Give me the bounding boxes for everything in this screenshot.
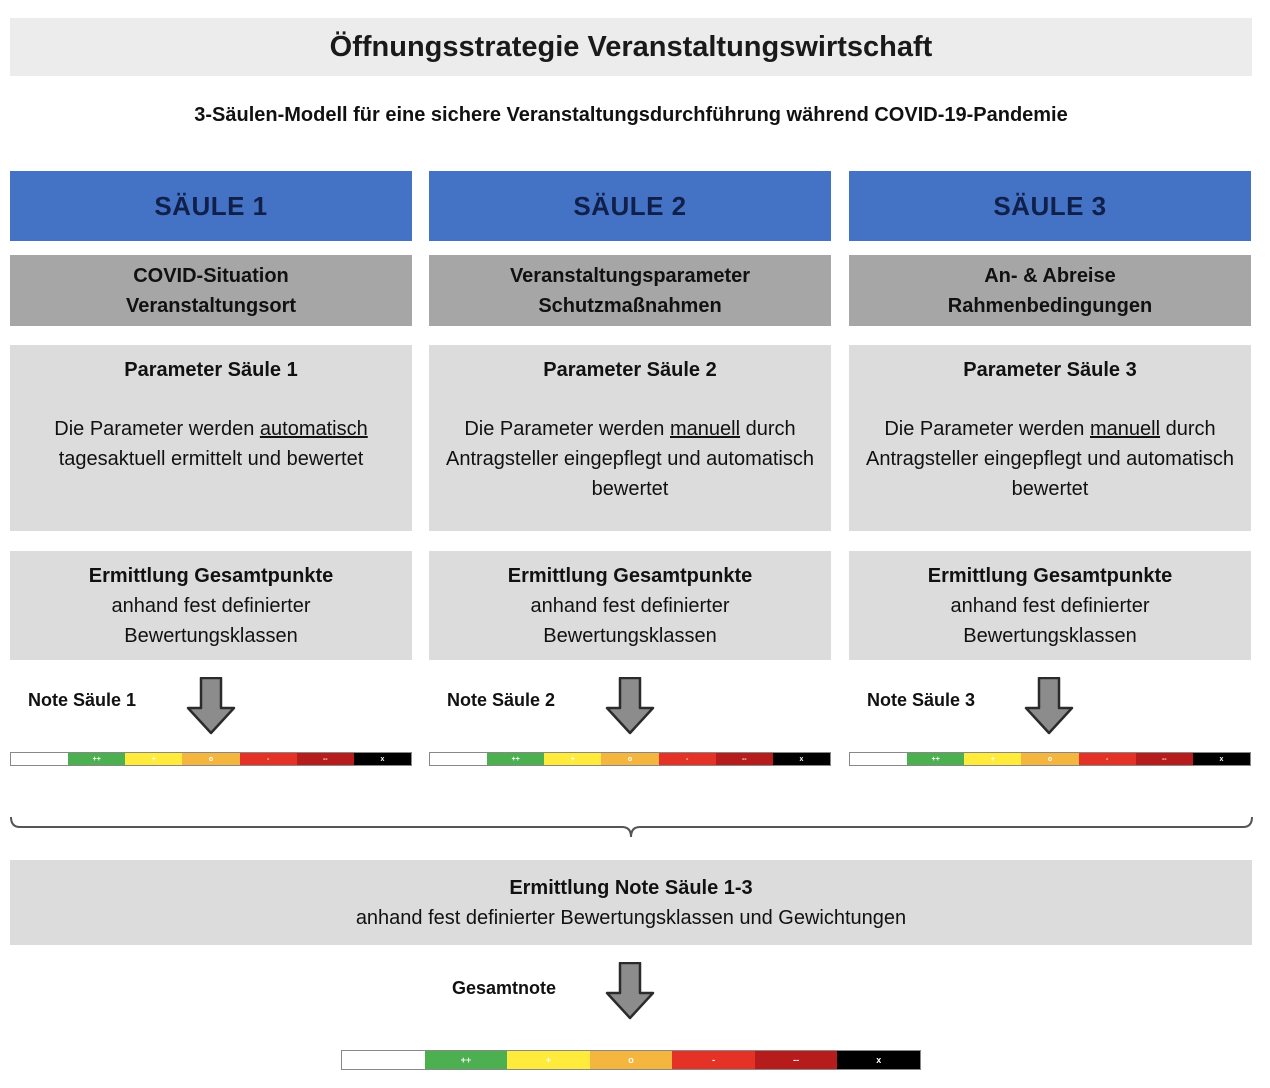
pillar-3-score-heading: Ermittlung Gesamtpunkte — [927, 564, 1173, 587]
final-rating-heading: Ermittlung Note Säule 1-3 — [509, 876, 753, 899]
rating-segment: x — [837, 1051, 920, 1069]
pillar-1-score-line2: Bewertungsklassen — [124, 624, 298, 647]
rating-segment: -- — [755, 1051, 838, 1069]
pillar-2-subheader — [429, 255, 831, 326]
rating-segment: -- — [1136, 753, 1193, 765]
pillar-3-sub-line1: An- & Abreise — [984, 264, 1116, 287]
rating-segment: ++ — [907, 753, 964, 765]
pillar-1-subheader — [10, 255, 412, 326]
pillar-1-sub-line2: Veranstaltungsort — [125, 294, 297, 317]
rating-segment: + — [544, 753, 601, 765]
rating-segment — [342, 1051, 425, 1069]
pillar-1-score-box — [10, 551, 412, 660]
pillar-2-parameter-heading: Parameter Säule 2 — [543, 359, 717, 381]
pillar-1-parameter-heading: Parameter Säule 1 — [124, 359, 298, 381]
pillar-2-score-line2: Bewertungsklassen — [543, 624, 717, 647]
pillar-1-score-line1: anhand fest definierter — [111, 594, 311, 617]
rating-segment: - — [659, 753, 716, 765]
pillar-1-parameter-box — [10, 345, 412, 531]
rating-segment: x — [773, 753, 830, 765]
overall-rating-scale — [341, 1050, 921, 1070]
page-title: Öffnungsstrategie Veranstaltungswirtschaft — [10, 18, 1252, 76]
pillar-3-sub-line2: Rahmenbedingungen — [947, 294, 1153, 317]
pillar-3-rating-scale — [849, 752, 1251, 766]
pillar-1-rating-scale — [10, 752, 412, 766]
final-rating-box — [10, 860, 1252, 945]
pillar-3-parameter-heading: Parameter Säule 3 — [963, 359, 1137, 381]
rating-segment: ++ — [487, 753, 544, 765]
rating-segment: ++ — [68, 753, 125, 765]
rating-segment: o — [1021, 753, 1078, 765]
pillar-2-sub-line2: Schutzmaßnahmen — [538, 294, 722, 317]
rating-segment — [430, 753, 487, 765]
rating-segment: -- — [297, 753, 354, 765]
rating-segment — [850, 753, 907, 765]
pillar-1-parameter-text: Die Parameter werden automatisch tagesaktuell ermittelt und bewertet — [54, 418, 368, 470]
rating-segment: + — [507, 1051, 590, 1069]
pillar-2-header: SÄULE 2 — [429, 171, 831, 241]
pillar-2-sub-line1: Veranstaltungsparameter — [509, 264, 751, 287]
down-arrow-icon — [605, 677, 655, 735]
down-arrow-icon — [186, 677, 236, 735]
rating-segment: - — [240, 753, 297, 765]
pillar-3-header: SÄULE 3 — [849, 171, 1251, 241]
rating-segment: - — [1079, 753, 1136, 765]
rating-segment: o — [601, 753, 658, 765]
page-subtitle: 3-Säulen-Modell für eine sichere Veranstaltungsdurchführung während COVID-19-Pandemie — [194, 104, 1068, 126]
curly-brace-connector — [10, 815, 1254, 839]
pillar-1-header: SÄULE 1 — [10, 171, 412, 241]
rating-segment: x — [354, 753, 411, 765]
rating-segment: + — [964, 753, 1021, 765]
pillar-3-subheader — [849, 255, 1251, 326]
rating-segment: o — [182, 753, 239, 765]
pillar-3-score-line2: Bewertungsklassen — [963, 624, 1137, 647]
rating-segment: ++ — [425, 1051, 508, 1069]
pillar-3-note-label: Note Säule 3 — [867, 690, 976, 710]
pillar-2-note-label: Note Säule 2 — [447, 690, 556, 710]
pillar-3-parameter-box — [849, 345, 1251, 531]
rating-segment: x — [1193, 753, 1250, 765]
pillar-2-score-line1: anhand fest definierter — [530, 594, 730, 617]
rating-segment: o — [590, 1051, 673, 1069]
pillar-2-rating-scale — [429, 752, 831, 766]
pillar-3-score-box — [849, 551, 1251, 660]
down-arrow-icon — [1024, 677, 1074, 735]
rating-segment — [11, 753, 68, 765]
pillar-2-parameter-box — [429, 345, 831, 531]
pillar-3-score-line1: anhand fest definierter — [950, 594, 1150, 617]
pillar-1-note-label: Note Säule 1 — [28, 690, 137, 710]
rating-segment: -- — [716, 753, 773, 765]
pillar-1-score-heading: Ermittlung Gesamtpunkte — [88, 564, 334, 587]
overall-grade-label: Gesamtnote — [452, 978, 557, 998]
pillar-2-parameter-text: Die Parameter werden manuell durch Antragsteller eingepflegt und automatisch bewertet — [445, 418, 814, 500]
pillar-2-score-heading: Ermittlung Gesamtpunkte — [507, 564, 753, 587]
final-rating-text: anhand fest definierter Bewertungsklassen und Gewichtungen — [355, 906, 907, 929]
down-arrow-icon — [605, 962, 655, 1020]
pillar-1-sub-line1: COVID-Situation — [133, 264, 289, 287]
pillar-2-score-box — [429, 551, 831, 660]
rating-segment: - — [672, 1051, 755, 1069]
pillar-3-parameter-text: Die Parameter werden manuell durch Antragsteller eingepflegt und automatisch bewertet — [865, 418, 1234, 500]
rating-segment: + — [125, 753, 182, 765]
